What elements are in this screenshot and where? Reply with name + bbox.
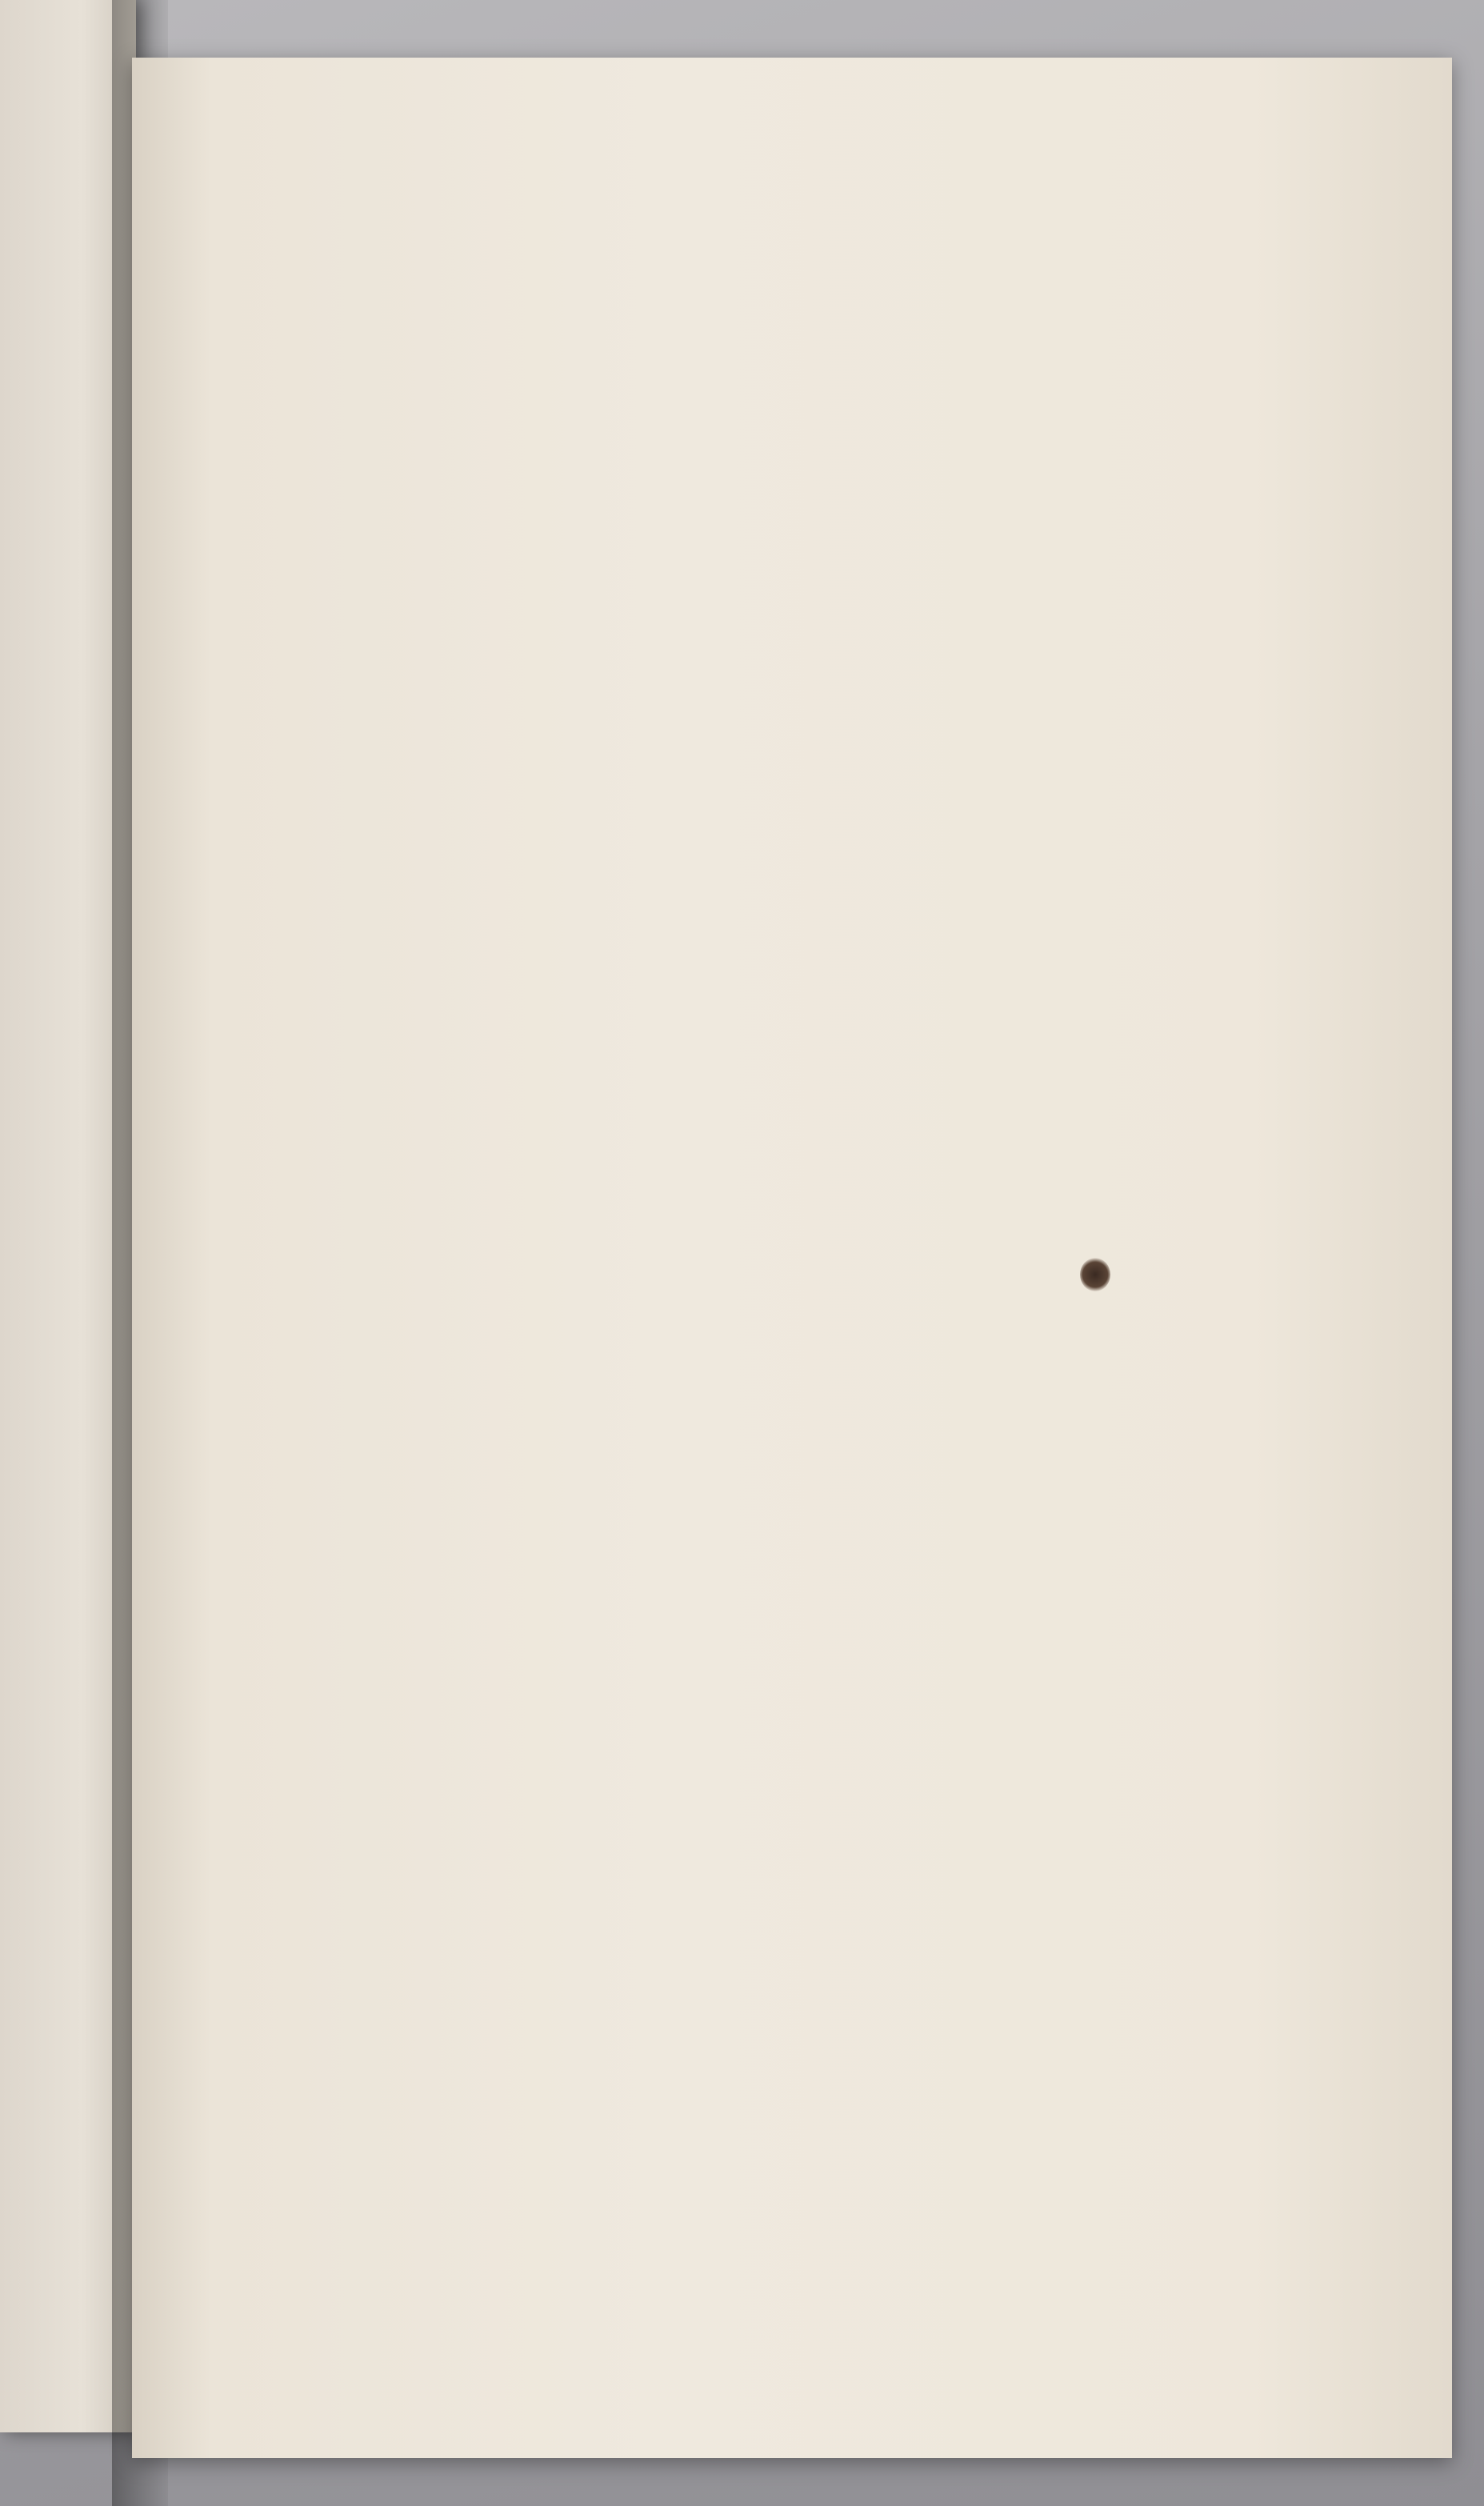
ink-stain [1080,1258,1110,1291]
scene-heading [324,255,1364,334]
right-page [132,58,1452,2458]
text-block [292,214,1364,334]
